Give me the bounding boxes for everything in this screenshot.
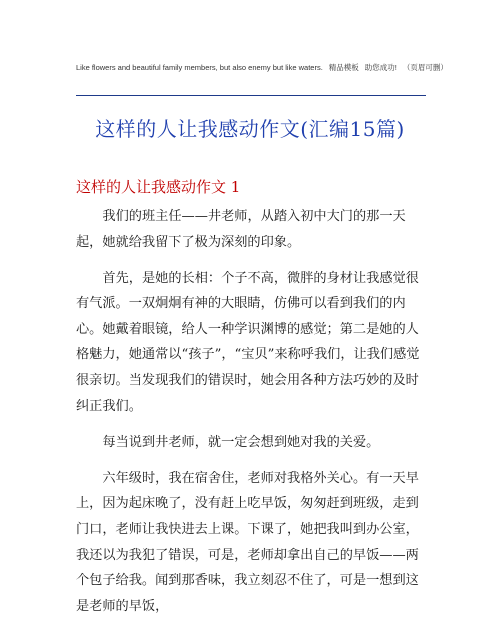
paragraph: 我们的班主任——井老师，从踏入初中大门的那一天起，她就给我留下了极为深刻的印象。 [76, 209, 406, 250]
document-title: 这样的人让我感动作文(汇编15篇) [95, 117, 405, 141]
header-label: 精品模板 [328, 63, 359, 72]
header-note: （页眉可删） [402, 63, 448, 72]
section-title: 这样的人让我感动作文 1 [76, 178, 241, 196]
header-divider [76, 95, 426, 96]
page-header [76, 62, 448, 73]
paragraph: 每当说到井老师，就一定会想到她对我的关爱。 [102, 434, 380, 450]
paragraph: 首先，是她的长相：个子不高，微胖的身材让我感觉很有气派。一双炯炯有神的大眼睛，仿佛可以看到我们的内心。她戴着眼镜，给人一种学识渊博的感觉；第二是她的人格魅力，她通常以“孩子”，“宝贝”来称呼我们，让我们感觉很亲切。当发现我们的错误时，她会用各种方法巧妙的及时纠正我们。 [76, 270, 420, 414]
paragraph: 六年级时，我在宿舍住，老师对我格外关心。有一天早上，因为起床晚了，没有赶上吃早饭，匆匆赶到班级，走到门口，老师让我快进去上课。下课了，她把我叫到办公室，我还以为我犯了错误，可是，老师却拿出自己的早饭——两个包子给我。闻到那香味，我立刻忍不住了，可是一想到这是老师的早饭， [76, 470, 419, 614]
section-body [76, 204, 428, 630]
header-wish: 助您成功! [364, 63, 397, 72]
header-tagline: Like flowers and beautiful family members, but also enemy but like waters. [76, 63, 323, 72]
